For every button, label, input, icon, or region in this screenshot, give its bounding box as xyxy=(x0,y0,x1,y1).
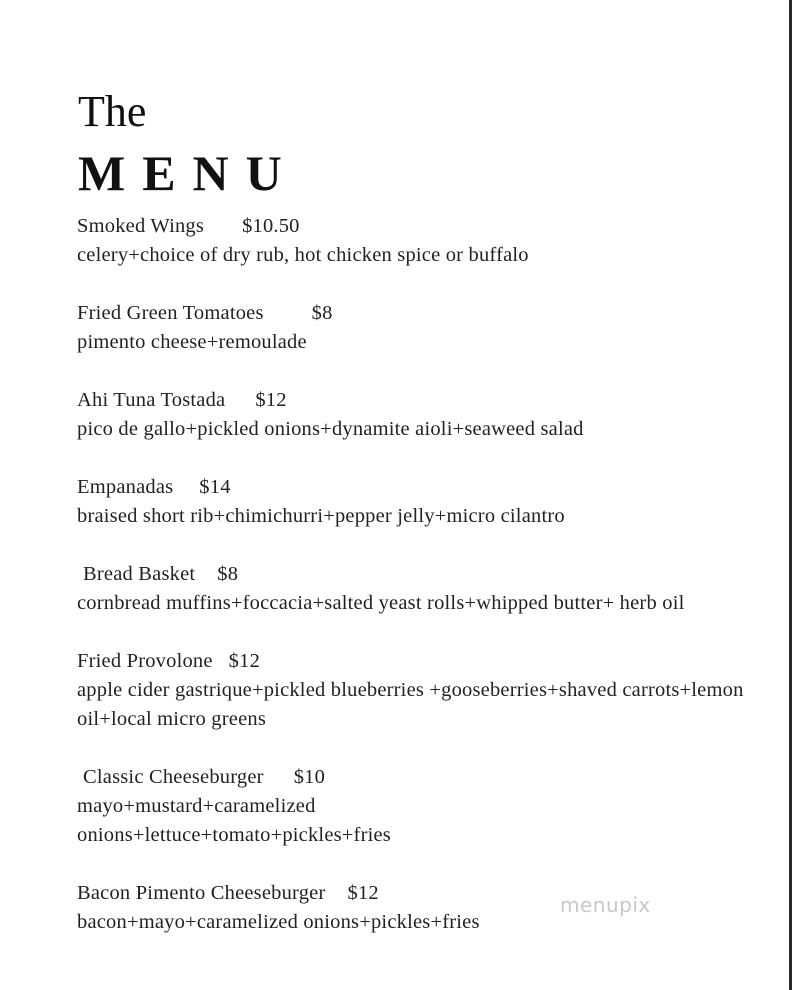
menu-item-name: Ahi Tuna Tostada xyxy=(77,389,226,411)
menu-item-name: Smoked Wings xyxy=(77,215,205,237)
menu-item-head xyxy=(77,299,767,328)
menu-item-description: apple cider gastrique+pickled blueberries +gooseberries+shaved carrots+lemon oil+local micro greens xyxy=(77,679,744,730)
menu-list xyxy=(77,212,767,966)
menu-item xyxy=(77,647,767,734)
menu-item-description: cornbread muffins+foccacia+salted yeast rolls+whipped butter+ herb oil xyxy=(77,592,685,614)
menu-item-price: $14 xyxy=(199,476,231,498)
menu-item-description: bacon+mayo+caramelized onions+pickles+fries xyxy=(77,911,480,933)
menu-item-head xyxy=(77,386,767,415)
menu-item-head xyxy=(77,879,767,908)
menu-item xyxy=(77,879,767,937)
menu-item-description: celery+choice of dry rub, hot chicken spice or buffalo xyxy=(77,244,529,266)
title-menu: MENU xyxy=(78,145,299,201)
menu-item-name: Classic Cheeseburger xyxy=(83,766,264,788)
menu-item xyxy=(77,763,767,850)
menu-item-head xyxy=(77,473,767,502)
menu-item-head xyxy=(77,560,767,589)
menu-item-head xyxy=(77,763,767,792)
watermark: menupix xyxy=(560,893,651,917)
title-the: The xyxy=(78,87,147,136)
menu-item xyxy=(77,473,767,531)
menu-item-description: mayo+mustard+caramelized onions+lettuce+tomato+pickles+fries xyxy=(77,795,391,846)
menu-item-price: $12 xyxy=(347,882,379,904)
menu-item xyxy=(77,560,767,618)
menu-item-price: $12 xyxy=(255,389,287,411)
menu-item-head xyxy=(77,212,767,241)
menu-item-description: pimento cheese+remoulade xyxy=(77,331,307,353)
menu-item-name: Fried Green Tomatoes xyxy=(77,302,264,324)
menu-item-name: Fried Provolone xyxy=(77,650,213,672)
menu-item-price: $12 xyxy=(228,650,261,672)
menu-item-description: pico de gallo+pickled onions+dynamite aioli+seaweed salad xyxy=(77,418,584,440)
menu-item-price: $8 xyxy=(217,563,239,585)
menu-item-price: $10.50 xyxy=(242,215,300,237)
menu-item-name: Empanadas xyxy=(77,476,174,498)
menu-item xyxy=(77,212,767,270)
menu-item-description: braised short rib+chimichurri+pepper jelly+micro cilantro xyxy=(77,505,565,527)
menu-item xyxy=(77,299,767,357)
menu-item-price: $10 xyxy=(293,766,326,788)
menu-item-name: Bacon Pimento Cheeseburger xyxy=(77,882,326,904)
menu-item-price: $8 xyxy=(311,302,333,324)
menu-item xyxy=(77,386,767,444)
menu-item-name: Bread Basket xyxy=(83,563,196,585)
menu-item-head xyxy=(77,647,767,676)
